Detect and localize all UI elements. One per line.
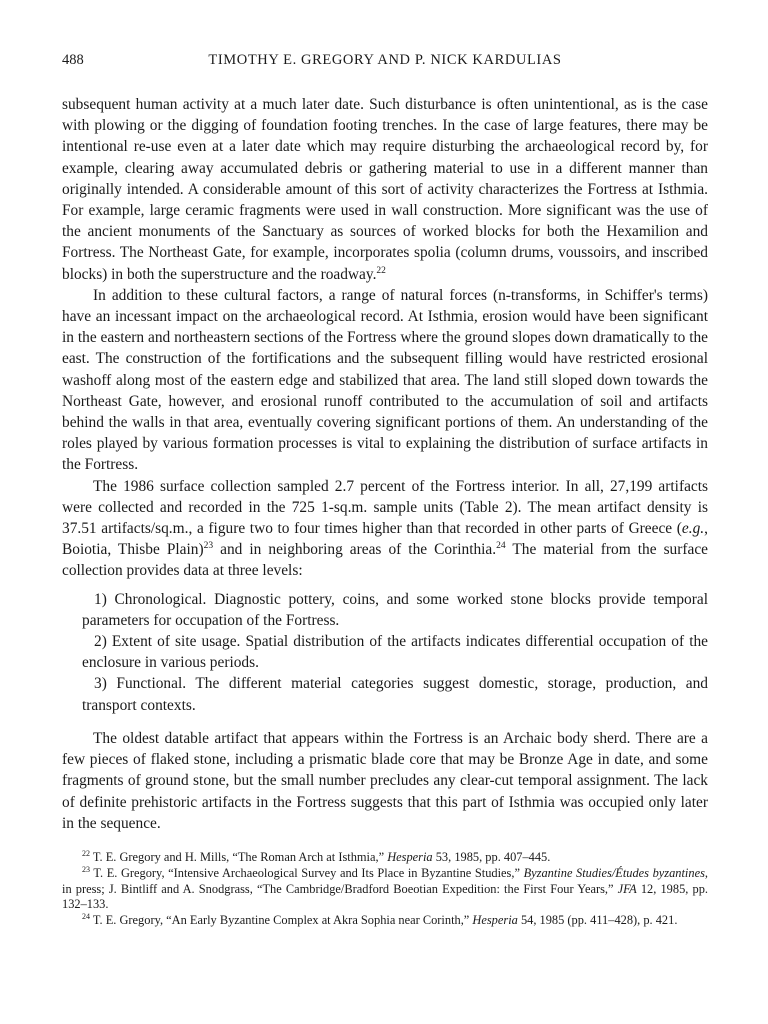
footnote-24-journal: Hesperia	[472, 913, 518, 928]
paragraph-4-text: The oldest datable artifact that appears within the Fortress is an Archaic body sherd. There are a few pieces of flaked stone, including a prismatic blade core that may be Bronze Age in date, and some fragments of ground stone, but the small number precludes any clear-cut temporal assignment. The lack of definite prehistoric artifacts in the Fortress suggests that this part of Isthmia was occupied only later in the sequence.	[62, 729, 708, 832]
footnote-24-number: 24	[82, 912, 90, 922]
footnote-23-text-c: 12, 1985, pp. 132–133.	[62, 881, 708, 912]
paragraph-3-text-c: and in neighboring areas of the Corinthia.	[213, 541, 497, 559]
running-header	[62, 52, 708, 76]
running-title: TIMOTHY E. GREGORY AND P. NICK KARDULIAS	[208, 52, 562, 68]
footnote-ref-24: 24	[496, 541, 506, 552]
paragraph-3	[62, 476, 708, 582]
footnote-22-text-a: T. E. Gregory and H. Mills, “The Roman Arch at Isthmia,”	[90, 849, 388, 864]
level-item-2: 2) Extent of site usage. Spatial distribution of the artifacts indicates differential occupation of the enclosure in various periods.	[82, 633, 708, 672]
footnote-24-text-a: T. E. Gregory, “An Early Byzantine Complex at Akra Sophia near Corinth,”	[90, 913, 473, 928]
footnote-22-journal: Hesperia	[387, 849, 433, 864]
levels-list	[62, 589, 708, 716]
page	[62, 52, 708, 929]
level-item-3: 3) Functional. The different material categories suggest domestic, storage, production, and transport contexts.	[82, 675, 708, 714]
footnote-23-journal-2: JFA	[617, 881, 637, 896]
footnote-22	[62, 850, 708, 866]
paragraph-3-text-d: The material from the surface collection provides data at three levels:	[62, 541, 708, 580]
page-number: 488	[62, 52, 84, 68]
body-text	[62, 94, 708, 834]
paragraph-2	[62, 285, 708, 476]
paragraph-1-text: subsequent human activity at a much later date. Such disturbance is often unintentional, as is the case with plowing or the digging of foundation footing trenches. In the case of large features, there may be intentional re-use even at a later date which may require disturbing the archaeological record by, for example, clearing away accumulated debris or gathering material to use in a different manner than originally intended. A considerable amount of this sort of activity characterizes the Fortress at Isthmia. For example, large ceramic fragments were used in wall construction. More significant was the use of the ancient monuments of the Sanctuary as sources of worked blocks for both the Hexamilion and Fortress. The Northeast Gate, for example, incorporates spolia (column drums, voussoirs, and inscribed blocks) in both the superstructure and the roadway.	[62, 96, 708, 283]
paragraph-3-eg: e.g.	[681, 520, 705, 538]
paragraph-3-text-a: The 1986 surface collection sampled 2.7 percent of the Fortress interior. In all, 27,199 artifacts were collected and recorded in the 725 1-sq.m. sample units (Table 2). The mean artifact density is 37.51 artifacts/sq.m., a figure two to four times higher than that recorded in other parts of Greece (	[62, 477, 708, 538]
footnote-23-journal-1: Byzantine Studies/Études byzantines	[523, 865, 705, 880]
footnote-22-number: 22	[82, 848, 90, 858]
footnote-23	[62, 866, 708, 913]
footnote-ref-23: 23	[203, 541, 214, 552]
level-item-1: 1) Chronological. Diagnostic pottery, coins, and some worked stone blocks provide temporal parameters for occupation of the Fortress.	[82, 590, 708, 629]
footnote-23-number: 23	[82, 864, 90, 874]
footnote-23-text-b: , in press; J. Bintliff and A. Snodgrass, “The Cambridge/Bradford Boeotian Expedition: the First Four Years,”	[62, 865, 709, 896]
footnotes	[62, 850, 708, 929]
footnote-ref-22: 22	[376, 265, 386, 276]
footnote-22-text-b: 53, 1985, pp. 407–445.	[432, 849, 551, 864]
footnote-24-text-b: 54, 1985 (pp. 411–428), p. 421.	[517, 913, 678, 928]
paragraph-3-text-b: , Boiotia, Thisbe Plain)	[62, 520, 708, 559]
footnote-24	[62, 913, 708, 929]
paragraph-1	[62, 94, 708, 285]
paragraph-2-text: In addition to these cultural factors, a range of natural forces (n-transforms, in Schiffer's terms) have an incessant impact on the archaeological record. At Isthmia, erosion would have been significant in the eastern and northeastern sections of the Fortress where the ground slopes down dramatically to the east. The construction of the fortifications and the subsequent filling would have restricted erosional washoff along most of the eastern edge and stabilized that area. The land still sloped down towards the Northeast Gate, however, and erosional runoff contributed to the accumulation of soil and artifacts behind the walls in that area, eventually covering significant portions of them. An understanding of the roles played by various formation processes is vital to explaining the distribution of surface artifacts in the Fortress.	[62, 286, 708, 474]
footnote-23-text-a: T. E. Gregory, “Intensive Archaeological Survey and Its Place in Byzantine Studies,”	[90, 865, 524, 880]
paragraph-4	[62, 728, 708, 834]
